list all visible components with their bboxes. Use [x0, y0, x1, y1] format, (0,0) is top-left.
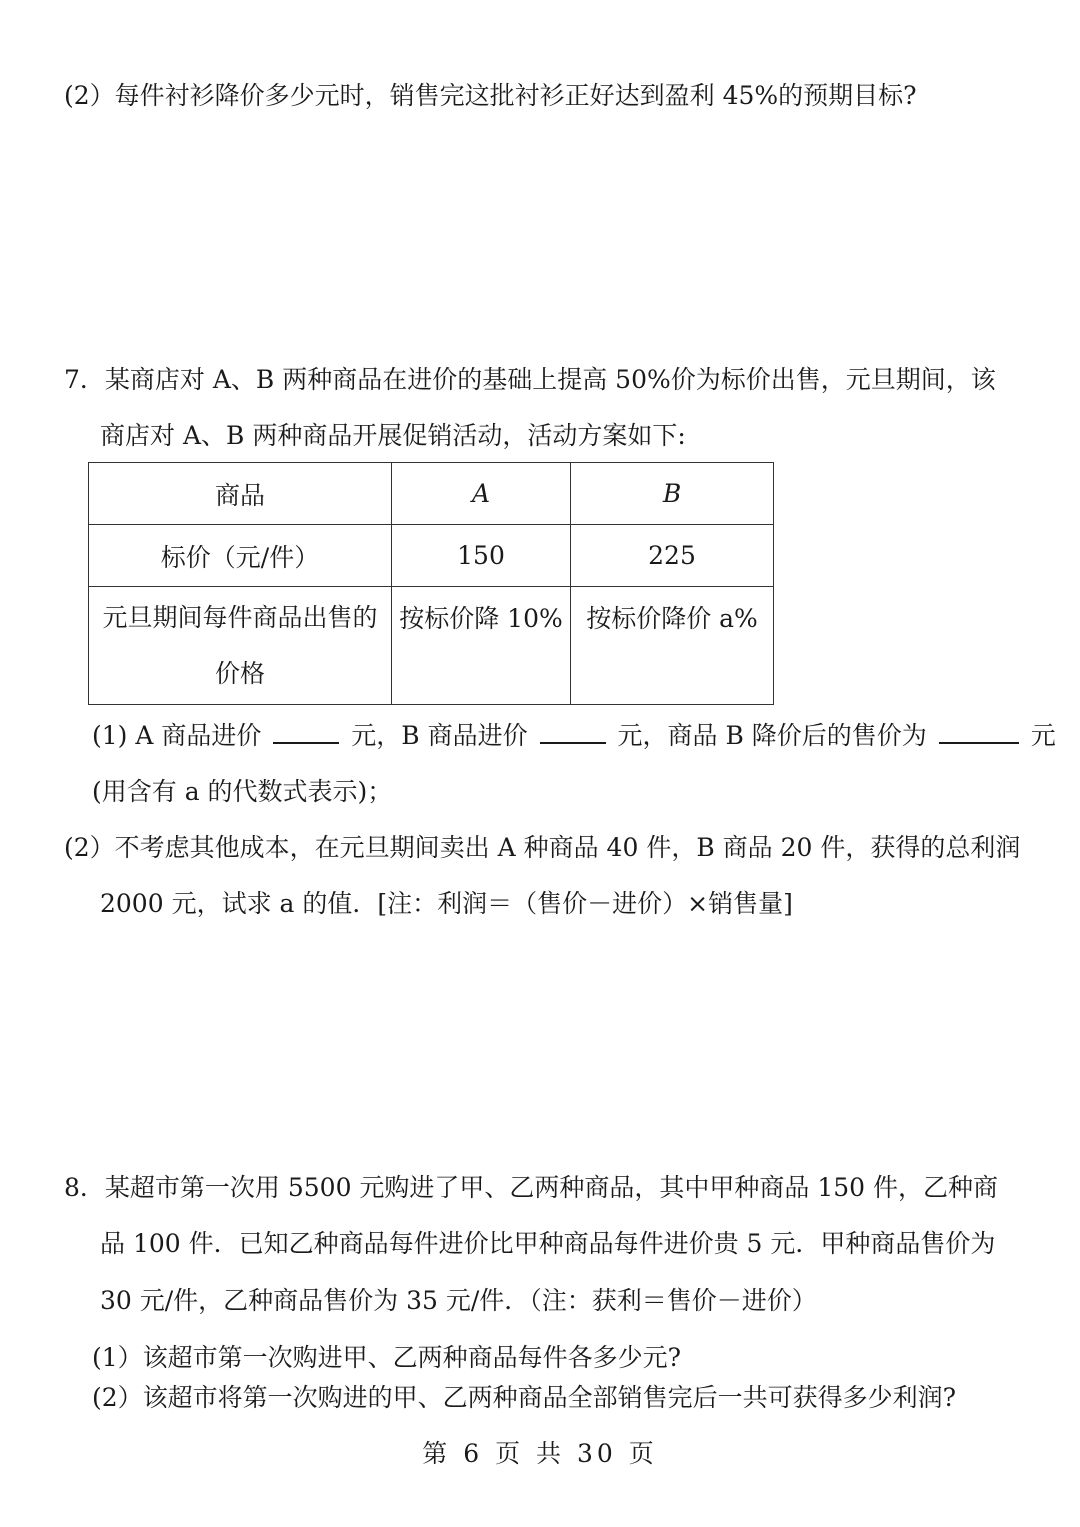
q7-promo-table [88, 462, 774, 705]
page-number-footer: 第 6 页 共 30 页 [422, 1439, 658, 1468]
table-row [89, 463, 774, 525]
table-cell: 150 [392, 525, 571, 587]
q7-part1-seg3: 元，商品 B 降价后的售价为 [617, 721, 927, 750]
q7-part2-line2: 2000 元，试求 a 的值．[注：利润＝（售价－进价）×销售量] [100, 889, 793, 918]
table-cell-line: 元旦期间每件商品出售的 [102, 602, 378, 632]
q6-part2: (2）每件衬衫降价多少元时，销售完这批衬衫正好达到盈利 45%的预期目标? [64, 81, 917, 110]
q7-part2-line1: (2）不考虑其他成本，在元旦期间卖出 A 种商品 40 件，B 商品 20 件，获得的总利润 [64, 833, 1021, 862]
q7-part1-line1 [92, 718, 1056, 754]
table-cell: 225 [571, 525, 774, 587]
q8-line1: 8．某超市第一次用 5500 元购进了甲、乙两种商品，其中甲种商品 150 件，乙种商 [64, 1173, 999, 1202]
q8-line2: 品 100 件．已知乙种商品每件进价比甲种商品每件进价贵 5 元．甲种商品售价为 [100, 1229, 996, 1258]
table-cell: 标价（元/件） [89, 525, 392, 587]
q8-part1: (1）该超市第一次购进甲、乙两种商品每件各多少元? [92, 1343, 682, 1372]
q7-part1-seg2: 元，B 商品进价 [351, 721, 528, 750]
table-header-cell: A [392, 463, 571, 525]
table-cell: 按标价降 10% [392, 587, 571, 705]
table-cell [89, 587, 392, 705]
q7-part1-line2: (用含有 a 的代数式表示)； [92, 777, 393, 806]
q7-part1-seg4: 元 [1030, 721, 1056, 750]
q7-stem-line1: 7．某商店对 A、B 两种商品在进价的基础上提高 50%价为标价出售，元旦期间，该 [64, 365, 996, 394]
answer-blank[interactable] [939, 720, 1019, 744]
table-row [89, 587, 774, 705]
answer-blank[interactable] [273, 720, 339, 744]
table-header-cell: B [571, 463, 774, 525]
q8-line3: 30 元/件，乙种商品售价为 35 元/件．（注：获利＝售价－进价） [100, 1286, 817, 1315]
q8-part2: (2）该超市将第一次购进的甲、乙两种商品全部销售完后一共可获得多少利润? [92, 1383, 957, 1412]
table-cell-line: 价格 [214, 658, 265, 688]
table-cell: 按标价降价 a% [571, 587, 774, 705]
q7-stem-line2: 商店对 A、B 两种商品开展促销活动，活动方案如下: [100, 421, 686, 450]
table-header-cell: 商品 [89, 463, 392, 525]
answer-blank[interactable] [540, 720, 606, 744]
table-row [89, 525, 774, 587]
q7-part1-seg1: (1) A 商品进价 [92, 721, 262, 750]
